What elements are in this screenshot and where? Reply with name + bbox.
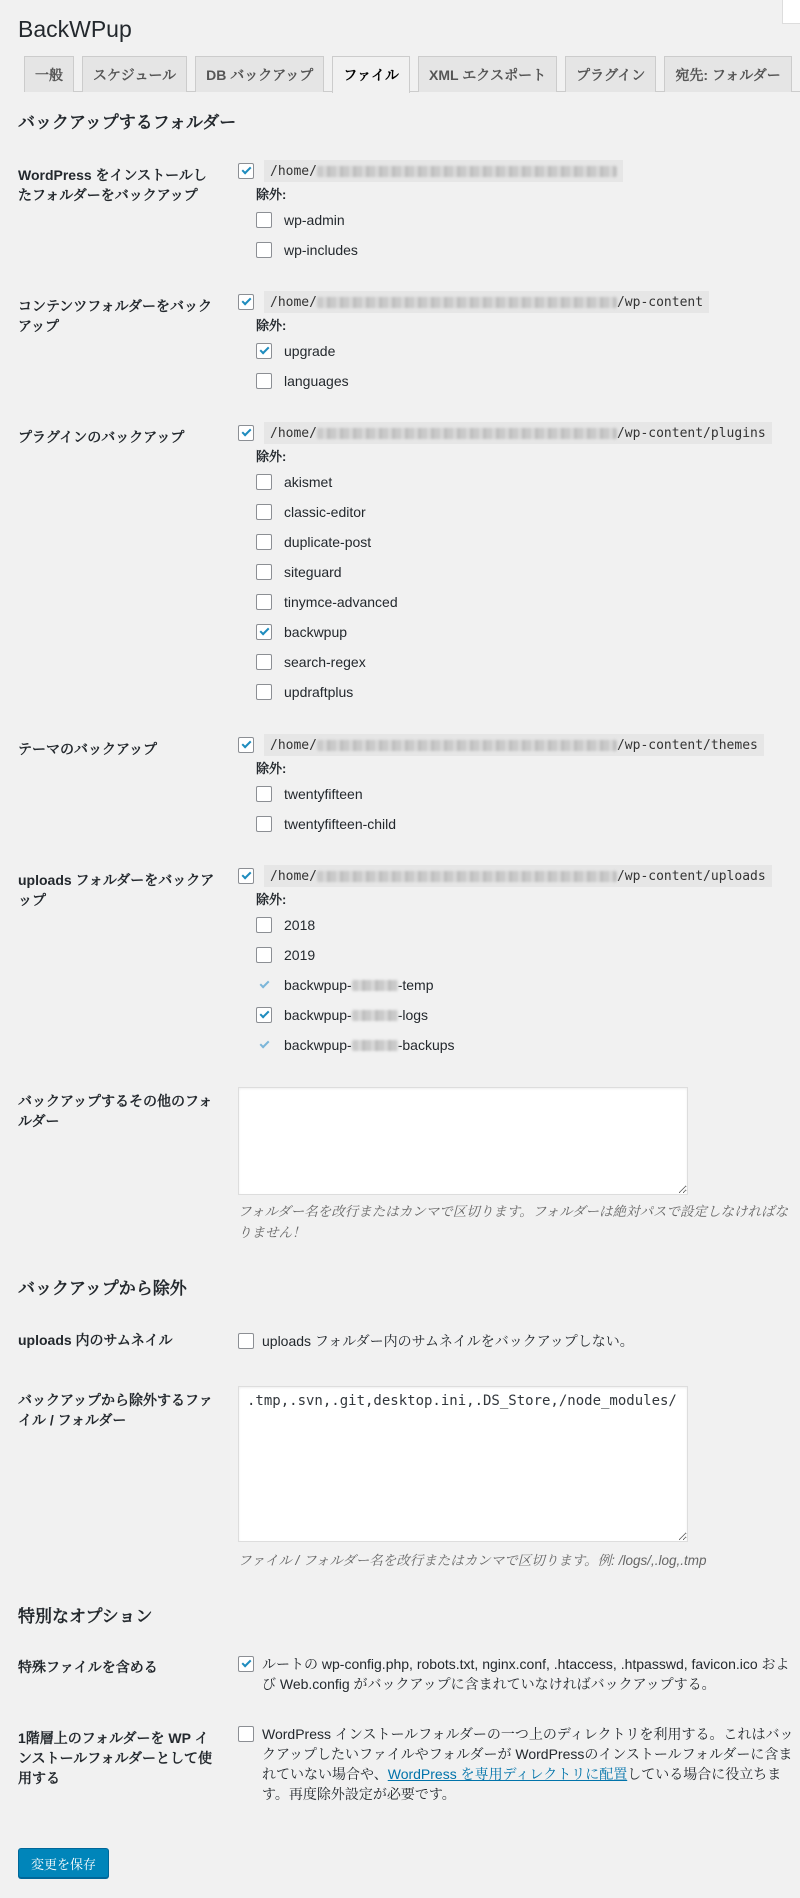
option-label: search-regex — [284, 654, 366, 670]
checkbox[interactable] — [256, 474, 272, 490]
checkbox[interactable] — [256, 242, 272, 258]
exclude-label: 除外: — [256, 449, 287, 464]
themes-control — [238, 733, 764, 839]
save-button[interactable]: 変更を保存 — [18, 1848, 109, 1878]
parent-folder-control — [238, 1724, 798, 1804]
checkbox[interactable] — [256, 534, 272, 550]
exclude-label: 除外: — [256, 892, 287, 907]
parent-folder-text: WordPress インストールフォルダーの一つ上のディレクトリを利用する。これはバックアップしたいファイルやフォルダーが WordPressのインストールフォルダーに含まれていない場合や、WordPress を専用ディレクトリに配置している場合に役立ちます。再度除外設定が必要です。 — [262, 1726, 794, 1802]
option-label: siteguard — [284, 564, 342, 580]
checkbox[interactable] — [256, 373, 272, 389]
parent-folder-label: 1階層上のフォルダーを WP インストールフォルダーとして使用する — [18, 1730, 213, 1786]
thumbnails-checkbox-label: uploads フォルダー内のサムネイルをバックアップしない。 — [262, 1333, 634, 1349]
exclude-files-description: ファイル / フォルダー名を改行またはカンマで区切ります。例: /logs/,.log,.tmp — [238, 1553, 707, 1568]
exclude-option[interactable] — [256, 587, 772, 617]
option-label: backwpup — [284, 624, 348, 640]
option-label: backwpup- -backups — [284, 1037, 455, 1053]
exclude-option[interactable] — [256, 617, 772, 647]
checkbox[interactable] — [256, 564, 272, 580]
exclude-option[interactable] — [256, 527, 772, 557]
exclude-option[interactable] — [256, 557, 772, 587]
plugins-checkbox[interactable] — [238, 425, 254, 441]
option-label: updraftplus — [284, 684, 354, 700]
exclude-label: 除外: — [256, 318, 287, 333]
exclude-option[interactable] — [256, 677, 772, 707]
section-title-folders: バックアップするフォルダー — [18, 113, 237, 132]
exclude-option — [256, 1030, 772, 1060]
tab-general[interactable]: 一般 — [24, 56, 74, 92]
plugins-control — [238, 421, 772, 707]
uploads-path: /home/ /wp-content/uploads — [264, 865, 772, 887]
exclude-option[interactable] — [256, 467, 772, 497]
option-label: wp-includes — [284, 242, 358, 258]
exclude-option[interactable] — [256, 910, 772, 940]
option-label: twentyfifteen — [284, 786, 363, 802]
exclude-option[interactable] — [256, 235, 623, 265]
option-label: tinymce-advanced — [284, 594, 398, 610]
exclude-option[interactable] — [256, 647, 772, 677]
uploads-label: uploads フォルダーをバックアップ — [18, 872, 215, 908]
exclude-option[interactable] — [256, 809, 764, 839]
content-control — [238, 290, 709, 396]
wp-install-path: /home/ — [264, 160, 623, 182]
content-label: コンテンツフォルダーをバックアップ — [18, 298, 213, 334]
other-folders-textarea[interactable] — [238, 1087, 688, 1195]
option-label: backwpup- -logs — [284, 1007, 429, 1023]
exclude-option[interactable] — [256, 940, 772, 970]
wp-install-checkbox[interactable] — [238, 163, 254, 179]
tab-destination-folder[interactable]: 宛先: フォルダー — [664, 56, 791, 92]
special-files-text: ルートの wp-config.php, robots.txt, nginx.conf, .htaccess, .htpasswd, favicon.ico および Web.config がバックアップに含まれていなければバックアップする。 — [262, 1656, 790, 1692]
checkbox[interactable] — [256, 654, 272, 670]
exclude-label: 除外: — [256, 761, 287, 776]
exclude-option[interactable] — [256, 366, 709, 396]
checkbox-disabled — [256, 977, 272, 993]
other-folders-label: バックアップするその他のフォルダー — [18, 1093, 213, 1129]
checkbox[interactable] — [256, 786, 272, 802]
option-label: classic-editor — [284, 504, 366, 520]
checkbox[interactable] — [256, 684, 272, 700]
checkbox[interactable] — [256, 1007, 272, 1023]
checkbox[interactable] — [256, 212, 272, 228]
option-label: languages — [284, 373, 349, 389]
themes-checkbox[interactable] — [238, 737, 254, 753]
exclude-option — [256, 970, 772, 1000]
checkbox[interactable] — [256, 504, 272, 520]
checkbox[interactable] — [256, 816, 272, 832]
thumbnails-label: uploads 内のサムネイル — [18, 1332, 173, 1348]
checkbox[interactable] — [256, 594, 272, 610]
option-label: upgrade — [284, 343, 336, 359]
tab-schedule[interactable]: スケジュール — [82, 56, 187, 92]
thumbnails-control — [238, 1330, 634, 1352]
wp-install-control — [238, 159, 623, 265]
checkbox[interactable] — [256, 343, 272, 359]
exclude-option[interactable] — [256, 497, 772, 527]
content-path: /home/ /wp-content — [264, 291, 709, 313]
content-checkbox[interactable] — [238, 294, 254, 310]
checkbox[interactable] — [256, 917, 272, 933]
option-label: 2018 — [284, 917, 316, 933]
exclude-files-label: バックアップから除外するファイル / フォルダー — [18, 1392, 213, 1428]
wp-install-label: WordPress をインストールしたフォルダーをバックアップ — [18, 167, 207, 203]
exclude-files-textarea[interactable] — [238, 1386, 688, 1542]
themes-label: テーマのバックアップ — [18, 741, 158, 757]
option-label: akismet — [284, 474, 333, 490]
checkbox-disabled — [256, 1037, 272, 1053]
page-title: BackWPup — [18, 16, 132, 42]
section-title-special: 特別なオプション — [18, 1607, 153, 1626]
option-label: duplicate-post — [284, 534, 372, 550]
tab-files[interactable]: ファイル — [332, 56, 410, 93]
checkbox[interactable] — [256, 947, 272, 963]
themes-path: /home/ /wp-content/themes — [264, 734, 764, 756]
special-files-checkbox[interactable] — [238, 1656, 254, 1672]
tab-bar — [24, 56, 800, 92]
wordpress-own-directory-link[interactable]: WordPress を専用ディレクトリに配置 — [387, 1766, 628, 1782]
exclude-option[interactable] — [256, 336, 709, 366]
plugins-path: /home/ /wp-content/plugins — [264, 422, 772, 444]
uploads-checkbox[interactable] — [238, 868, 254, 884]
exclude-option[interactable] — [256, 779, 764, 809]
other-folders-description: フォルダー名を改行またはカンマで区切ります。フォルダーは絶対パスで設定しなければなりません！ — [238, 1204, 788, 1240]
section-title-exclude: バックアップから除外 — [18, 1279, 187, 1298]
exclude-option[interactable] — [256, 205, 623, 235]
parent-folder-checkbox[interactable] — [238, 1726, 254, 1742]
option-label: twentyfifteen-child — [284, 816, 397, 832]
option-label: wp-admin — [284, 212, 345, 228]
thumbnails-checkbox[interactable] — [238, 1333, 254, 1349]
tab-xml-export[interactable]: XML エクスポート — [418, 56, 557, 92]
option-label: backwpup- -temp — [284, 977, 434, 993]
uploads-control — [238, 864, 772, 1060]
checkbox[interactable] — [256, 624, 272, 640]
tab-plugins[interactable]: プラグイン — [565, 56, 656, 92]
exclude-label: 除外: — [256, 187, 287, 202]
screen-options-tab[interactable] — [782, 0, 800, 24]
option-label: 2019 — [284, 947, 316, 963]
special-files-control — [238, 1654, 798, 1694]
exclude-option[interactable] — [256, 1000, 772, 1030]
special-files-label: 特殊ファイルを含める — [18, 1659, 158, 1675]
tab-db-backup[interactable]: DB バックアップ — [195, 56, 324, 92]
plugins-label: プラグインのバックアップ — [18, 429, 185, 445]
